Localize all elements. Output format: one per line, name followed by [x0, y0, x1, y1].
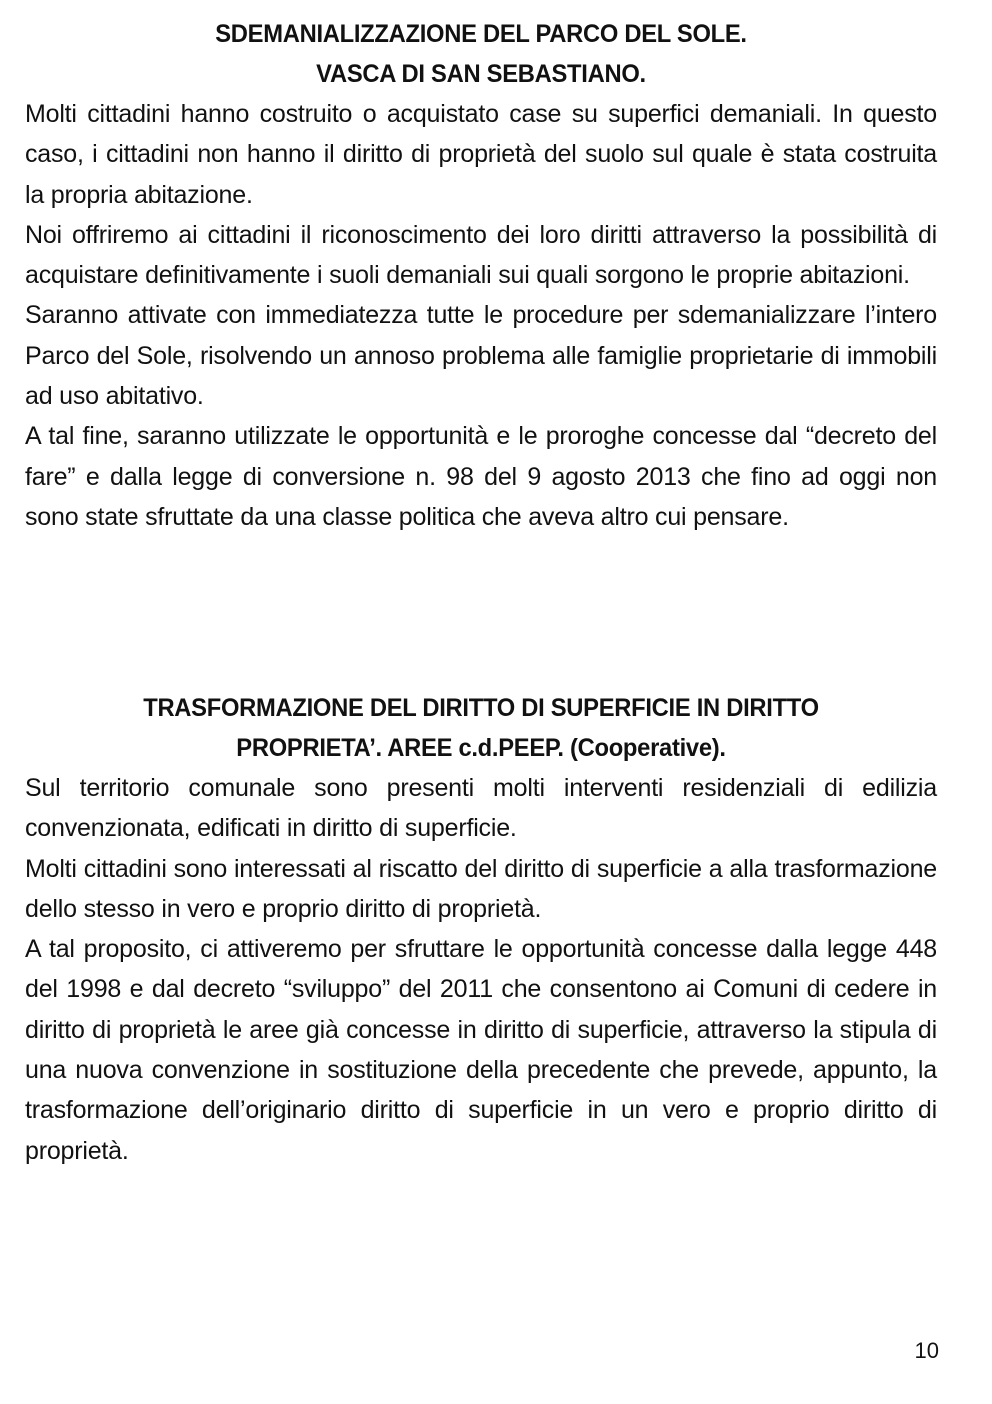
section-title-line-2: PROPRIETA’. AREE c.d.PEEP. (Cooperative). — [236, 734, 726, 762]
paragraph: Sul territorio comunale sono presenti molti interventi residenziali di edilizia convenzionata, edificati in diritto di superficie. — [25, 774, 937, 843]
paragraph: Noi offriremo ai cittadini il riconoscimento dei loro diritti attraverso la possibilità di acquistare definitivamente i suoli demaniali sui quali sorgono le proprie abitazioni. — [25, 220, 937, 290]
paragraph: Molti cittadini sono interessati al riscatto del diritto di superficie a alla trasformazione dello stesso in vero e proprio diritto di proprietà. — [25, 854, 937, 923]
section-title-line-2: VASCA DI SAN SEBASTIANO. — [316, 60, 646, 88]
section-trasformazione — [25, 688, 937, 1171]
paragraph: A tal fine, saranno utilizzate le opportunità e le proroghe concesse dal “decreto del fare” e dalla legge di conversione n. 98 del 9 agosto 2013 che fino ad oggi non sono state sfruttate da una classe politica che aveva altro cui pensare. — [25, 422, 937, 531]
section-title-line-1: TRASFORMAZIONE DEL DIRITTO DI SUPERFICIE IN DIRITTO — [143, 694, 819, 722]
page-number: 10 — [914, 1338, 939, 1363]
paragraph: A tal proposito, ci attiveremo per sfruttare le opportunità concesse dalla legge 448 del 1998 e dal decreto “sviluppo” del 2011 che consentono ai Comuni di cedere in diritto di proprietà le aree già concesse in diritto di superficie, attraverso la stipula di una nuova convenzione in sostituzione della precedente che prevede, appunto, la trasformazione dell’originario diritto di superficie in un vero e proprio diritto di proprietà. — [25, 935, 937, 1165]
section-title-line-1: SDEMANIALIZZAZIONE DEL PARCO DEL SOLE. — [215, 20, 747, 48]
document-page — [25, 14, 937, 1165]
section-sdemanializzazione — [25, 14, 937, 537]
paragraph: Molti cittadini hanno costruito o acquistato case su superfici demaniali. In questo caso, i cittadini non hanno il diritto di proprietà del suolo sul quale è stata costruita la propria abitazione. — [25, 100, 937, 209]
paragraph: Saranno attivate con immediatezza tutte le procedure per sdemanializzare l’intero Parco del Sole, risolvendo un annoso problema alle famiglie proprietarie di immobili ad uso abitativo. — [25, 301, 937, 411]
